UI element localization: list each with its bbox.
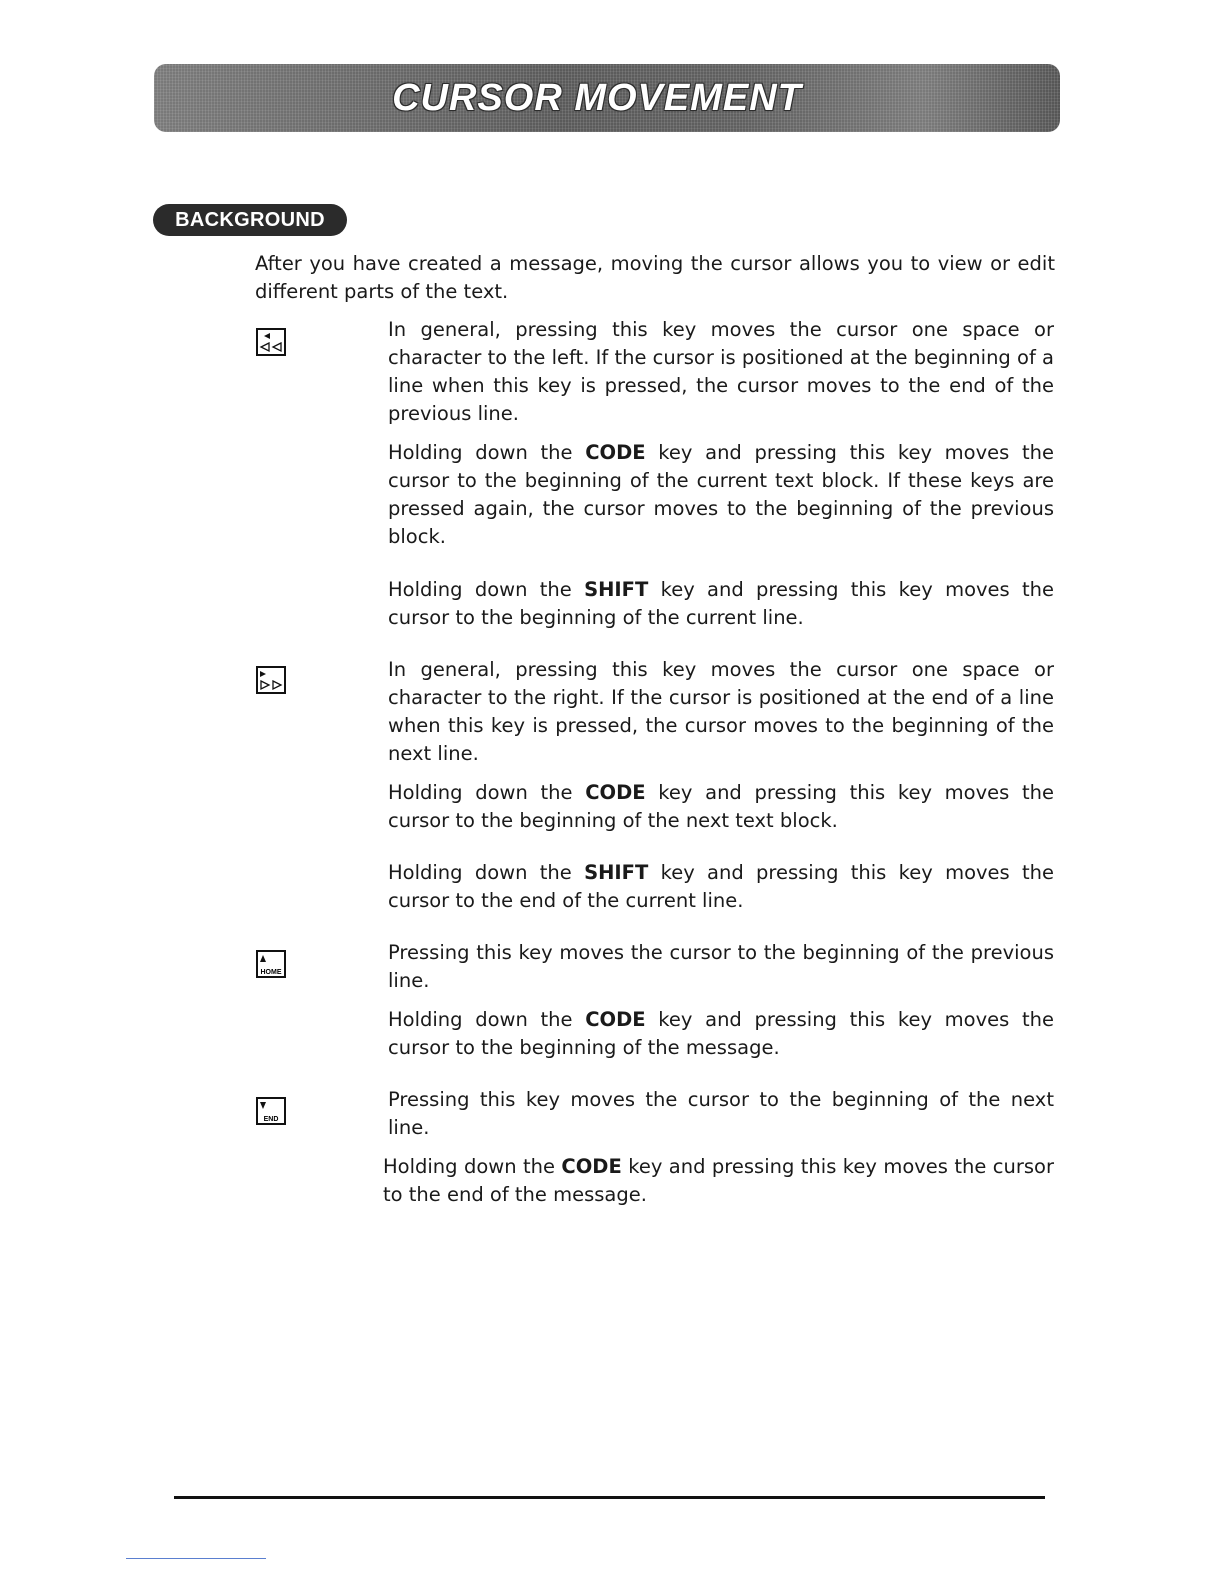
section-label: BACKGROUND	[175, 208, 325, 231]
section-badge	[153, 204, 347, 236]
shift-key-label: SHIFT	[584, 578, 649, 601]
key-2-paragraph-3: Holding down the SHIFT key and pressing this key moves the cursor to the end of the current line.	[388, 861, 1054, 912]
footer-rule	[174, 1496, 1045, 1499]
key-4-paragraph-2: Holding down the CODE key and pressing this key moves the cursor to the end of the message.	[383, 1155, 1054, 1206]
home-key-label: HOME	[260, 969, 282, 976]
key-1-paragraph-1: In general, pressing this key moves the cursor one space or character to the left. If the cursor is positioned at the beginning of a line when this key is pressed, the cursor moves to the end of the previous line.	[388, 318, 1054, 425]
code-key-label: CODE	[585, 441, 646, 464]
code-key-label: CODE	[585, 1008, 646, 1031]
right-arrow-key-icon	[256, 666, 286, 694]
page-title: CURSOR MOVEMENT	[392, 76, 802, 119]
left-arrow-key-icon	[256, 328, 286, 356]
key-1-paragraph-3: Holding down the SHIFT key and pressing this key moves the cursor to the beginning of the current line.	[388, 578, 1054, 629]
key-1-paragraph-2: Holding down the CODE key and pressing this key moves the cursor to the beginning of the current text block. If these keys are pressed again, the cursor moves to the beginning of the previous block.	[388, 441, 1054, 548]
key-3-paragraph-1: Pressing this key moves the cursor to the beginning of the previous line.	[388, 941, 1054, 992]
intro-paragraph: After you have created a message, moving the cursor allows you to view or edit different parts of the text.	[255, 252, 1055, 303]
up-home-key-icon	[256, 950, 286, 978]
shift-key-label: SHIFT	[584, 861, 649, 884]
down-end-key-icon	[256, 1097, 286, 1125]
key-4-paragraph-1: Pressing this key moves the cursor to the beginning of the next line.	[388, 1088, 1054, 1139]
scan-edge-line	[126, 1558, 266, 1559]
key-2-paragraph-2: Holding down the CODE key and pressing this key moves the cursor to the beginning of the next text block.	[388, 781, 1054, 832]
end-key-label: END	[263, 1116, 279, 1123]
code-key-label: CODE	[561, 1155, 622, 1178]
key-3-paragraph-2: Holding down the CODE key and pressing this key moves the cursor to the beginning of the message.	[388, 1008, 1054, 1059]
key-2-paragraph-1: In general, pressing this key moves the cursor one space or character to the right. If the cursor is positioned at the end of a line when this key is pressed, the cursor moves to the beginning of the next line.	[388, 658, 1054, 765]
code-key-label: CODE	[585, 781, 646, 804]
title-banner	[154, 64, 1060, 132]
